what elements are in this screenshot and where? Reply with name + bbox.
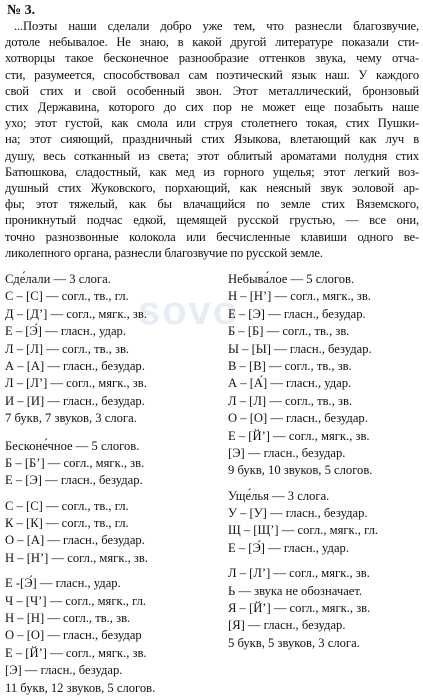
analysis-line: Ь — звука не обозначает. — [228, 583, 363, 598]
analysis-line: А – [А́] — гласн., удар. — [228, 376, 352, 391]
paragraph-line: хотворцы такое бесконечное разнообразие оттенков звука, чему отча- — [5, 51, 419, 66]
paragraph-line: стих Державина, которого до сих пор не может еще позабыть наше — [5, 100, 419, 115]
analysis-summary: 11 букв, 12 звуков, 5 слогов. — [5, 680, 156, 695]
analysis-line: Сде́лали — 3 слога. — [5, 272, 111, 286]
svg-text:sovo: sovo — [138, 290, 240, 330]
paragraph-line: душу, весь сотканный из света; этот облитый ароматами полудня стих — [5, 148, 419, 163]
analysis-line: У – [У] — гласн., безудар. — [228, 506, 368, 521]
analysis-line: [Э] — гласн., безудар. — [228, 445, 346, 460]
analysis-line: Е – [Э́] — гласн., удар. — [5, 324, 126, 339]
analysis-line: Б – [Б’] — согл., мягк., зв. — [5, 455, 145, 470]
paragraph-line: свой стих и свой особенный звон. Этот металлический, бронзовый — [5, 83, 419, 98]
analysis-line: Е – [Э] — гласн., безудар. — [5, 473, 143, 488]
paragraph-line: сти, разумеется, способствовал сам поэтический язык наш. У каждого — [5, 67, 419, 82]
analysis-line: Н – [Н’] — согл., мягк., зв. — [5, 550, 148, 565]
paragraph-line: фы; этот тяжелый, как бы влачащийся по земле стих Вяземского, — [5, 197, 419, 212]
analysis-summary: 9 букв, 10 звуков, 5 слогов. — [228, 463, 373, 478]
analysis-line: Е – [Э́] — гласн., удар. — [228, 540, 349, 555]
quote-paragraph — [5, 18, 419, 261]
analysis-line: [Я] — гласн., безудар. — [228, 618, 346, 633]
analysis-line: А – [А] — гласн., безудар. — [5, 358, 145, 373]
paragraph-line: на; этот сияющий, праздничный стих Языкова, влетающий как луч в — [5, 132, 419, 147]
exercise-number: № 3. — [7, 3, 36, 18]
analysis-line: Ы – [Ы] — гласн., безудар. — [228, 341, 372, 356]
word-analysis-left-column — [5, 271, 155, 697]
analysis-line: Щ – [Щ’] — согл., мягк., гл. — [228, 523, 379, 538]
analysis-line: Д – [Д’] — согл., мягк., зв. — [5, 306, 147, 321]
analysis-line: В – [В] — согл., тв., зв. — [228, 358, 352, 373]
analysis-line: К – [К] — согл., тв., гл. — [5, 516, 129, 531]
analysis-line: Бесконе́чное — 5 слогов. — [5, 438, 140, 453]
paragraph-line: ухо; этот густой, как смола или струя столетнего токая, стих Пушки- — [5, 116, 419, 131]
analysis-line: [Э] — гласн., безудар. — [5, 663, 123, 678]
analysis-line: С – [С] — согл., тв., гл. — [5, 289, 129, 304]
analysis-line: С – [С] — согл., тв., гл. — [5, 498, 129, 513]
analysis-summary: 5 букв, 5 звуков, 3 слога. — [228, 635, 360, 650]
analysis-line: Е – [Э] — гласн., безудар. — [228, 306, 366, 321]
analysis-line: Л – [Л] — согл., тв., зв. — [228, 393, 353, 408]
word-analysis-right-column — [228, 271, 378, 652]
paragraph-line: точно разнозвонные колокола или бесчисленные клавиши одного ве- — [5, 229, 419, 244]
paragraph-line: душный стих Жуковского, порхающий, как неясный звук эоловой ар- — [5, 181, 419, 196]
analysis-line: И – [И] — гласн., безудар. — [5, 393, 145, 408]
paragraph-line: ликолепного органа, разнесли благозвучие по русской земле. — [5, 245, 323, 260]
analysis-line: Е – [Й’] — согл., мягк., зв. — [5, 645, 147, 660]
analysis-line: Н – [Н] — согл., тв., зв. — [5, 611, 131, 626]
analysis-line: Л – [Л’] — согл., мягк., зв. — [228, 566, 370, 581]
paragraph-line: Батюшкова, сладостный, как мед из горного ущелья; этот легкий воз- — [5, 164, 419, 179]
analysis-summary: 7 букв, 7 звуков, 3 слога. — [5, 411, 137, 426]
paragraph-line: ...Поэты наши сделали добро уже тем, что разнесли благозвучие, — [14, 19, 419, 33]
analysis-line: Е – [Й’] — согл., мягк., зв. — [228, 428, 370, 443]
analysis-line: Уще́лья — 3 слога. — [228, 488, 330, 503]
paragraph-line: проникнутый подчас едкой, щемящей русской грустью, — все они, — [5, 213, 419, 228]
analysis-line: Я – [Й’] — согл., мягк., зв. — [228, 601, 371, 616]
analysis-line: Ч – [Ч’] — согл., мягк., гл. — [5, 593, 147, 608]
analysis-line: О – [О] — гласн., безудар — [5, 628, 142, 643]
analysis-line: Е -[Э́] — гласн., удар. — [5, 576, 121, 591]
analysis-line: Н – [Н’] — согл., мягк., зв. — [228, 289, 371, 304]
analysis-line: Небыва́лое — 5 слогов. — [228, 272, 355, 286]
paragraph-line: дотоле небывалое. Не знаю, в какой другой литературе показали сти- — [5, 35, 419, 50]
analysis-line: О – [О] — гласн., безудар. — [228, 411, 368, 426]
analysis-line: Б – [Б] — согл., тв., зв. — [228, 324, 350, 339]
analysis-line: Л – [Л] — согл., тв., зв. — [5, 341, 130, 356]
analysis-line: Л – [Л’] — согл., мягк., зв. — [5, 376, 147, 391]
analysis-line: О – [А] — гласн., безудар. — [5, 533, 145, 548]
